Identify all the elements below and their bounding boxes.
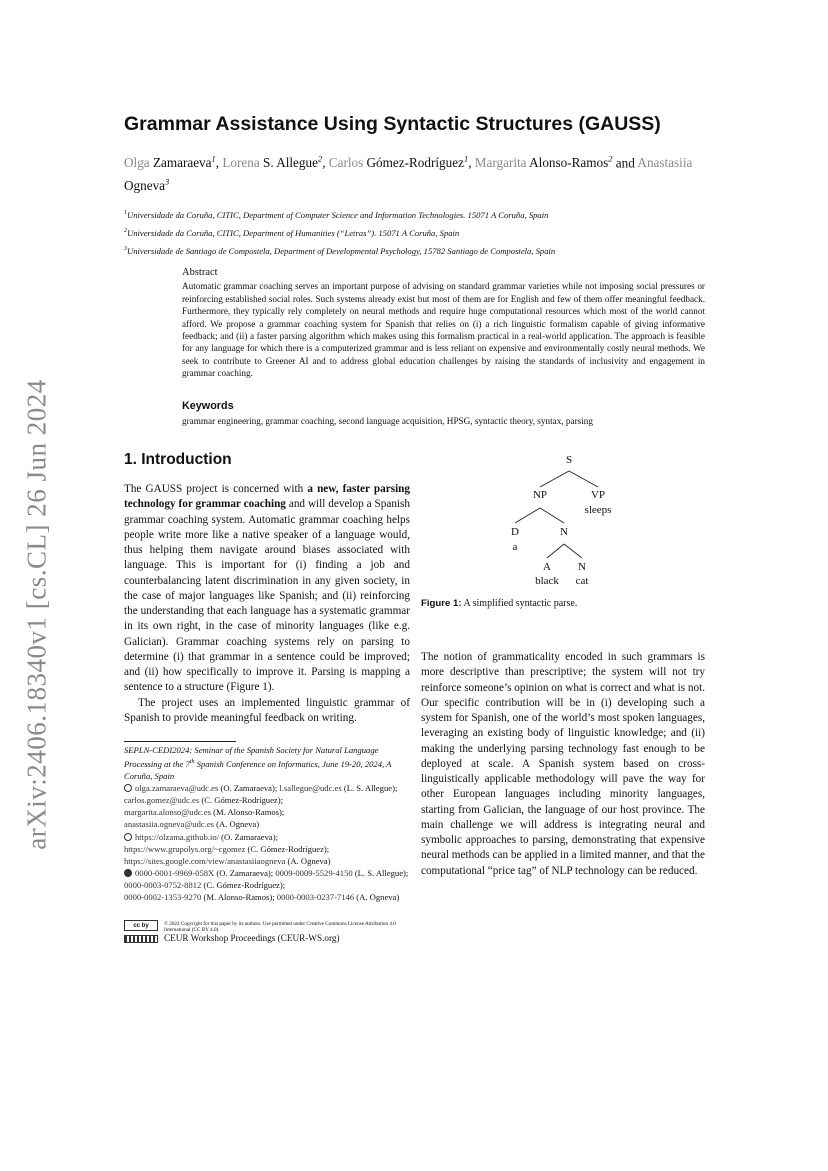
website-link[interactable]: https://sites.google.com/view/anastasiiaogneva xyxy=(124,855,286,866)
arxiv-id-text: arXiv:2406.18340v1 [cs.CL] 26 Jun 2024 xyxy=(21,378,52,850)
left-column xyxy=(124,482,410,726)
footnote-divider xyxy=(124,741,236,742)
tree-node-np: NP xyxy=(532,489,548,501)
abstract xyxy=(182,267,705,380)
globe-icon xyxy=(124,833,132,841)
author-1: Olga Zamaraeva$^1$, xyxy=(124,154,220,171)
edge-n-n xyxy=(564,544,582,558)
tree-node-d: D xyxy=(511,526,519,538)
orcid-link[interactable]: 0000-0003-0237-7146 xyxy=(276,891,355,902)
tree-node-vp: VP xyxy=(590,489,606,501)
affiliation-1: $^1$Universidade da Coruña, CITIC, Department of Computer Science and Information Technologies. 15071 A Coruña, Spain xyxy=(124,209,549,220)
ceur-link[interactable]: CEUR-WS.org xyxy=(280,933,337,943)
author-5: Anastasiia Ogneva$^3$ xyxy=(124,155,693,193)
email-link[interactable]: anastasiia.ogneva@udc.es xyxy=(124,819,214,830)
section-heading-introduction: 1. Introduction xyxy=(124,451,232,468)
author-list xyxy=(124,150,714,195)
figure-caption-text: A simplified syntactic parse. xyxy=(463,598,578,609)
ceur-logo-icon xyxy=(124,935,158,943)
email-link[interactable]: margarita.alonso@udc.es xyxy=(124,807,211,818)
paper-title: Grammar Assistance Using Syntactic Structures (GAUSS) xyxy=(124,113,661,135)
license-text: © 2024 Copyright for this paper by its authors. Use permitted under Creative Commons License Attribution 4.0 International (CC BY 4.0). xyxy=(164,921,396,934)
footnotes xyxy=(124,744,414,903)
orcid-link[interactable]: 0000-0001-9969-058X xyxy=(135,867,215,878)
author-3: Carlos Gómez-Rodríguez$^1$, xyxy=(328,154,472,171)
abstract-text: Automatic grammar coaching serves an important purpose of advising on standard grammar varieties while not imposing social pressures or reinforcing established social roles. Such systems already exist but most of them are for English and few of them offer meaningful feedback. Furthermore, they typically rely completely on neural methods and require huge computational resources which most of the world cannot afford. We propose a grammar coaching system for Spanish that relies on (i) a rich linguistic formalism capable of giving informative feedback; and (ii) a faster parsing algorithm which makes using this formalism practical in a real-world application. The approach is feasible for any language for which there is a computerized grammar and is less reliant on expensive and environmentally costly neural methods. We seek to contribute to Greener AI and to address global education challenges by raising the standards of inclusivity and engagement in grammar coaching. xyxy=(182,281,705,379)
parse-tree-edges xyxy=(421,450,711,595)
orcid-list: 0000-0001-9969-058X (O. Zamaraeva); 0009-0009-5529-4150 (L. S. Allegue); 0000-0003-0752-8812 (C. Gómez-Rodríguez); 0000-0002-1353-9270 (M. Alonso-Ramos); 0000-0003-0237-7146 (A. Ogneva) xyxy=(124,867,409,902)
edge-np-n xyxy=(540,508,564,523)
orcid-link[interactable]: 0009-0009-5529-4150 xyxy=(275,867,353,878)
arxiv-identifier xyxy=(14,375,60,853)
author-conjunction: and xyxy=(615,155,635,171)
venue-note: SEPLN-CEDI2024: Seminar of the Spanish Society for Natural Language Processing at the 7th Spanish Conference on Informatics, June 19-20, 2024, A Coruña, Spain xyxy=(124,745,392,782)
email-link[interactable]: olga.zamaraeva@udc.es xyxy=(135,783,219,794)
orcid-link[interactable]: 0000-0002-1353-9270 xyxy=(124,891,202,902)
email-icon xyxy=(124,784,132,792)
orcid-icon xyxy=(124,869,132,877)
tree-node-n: N xyxy=(560,526,568,538)
tree-leaf-cat: cat xyxy=(575,575,589,587)
website-link[interactable]: https://www.grupolys.org/~cgomez xyxy=(124,843,246,854)
highlighted-phrase: a new, faster parsing technology for grammar coaching xyxy=(124,483,410,511)
affiliations xyxy=(124,205,724,259)
edge-n-a xyxy=(547,544,564,558)
affiliation-3: $^3$Universidade de Santiago de Compostela, Department of Developmental Psychology, 15782 Santiago de Compostela, Spain xyxy=(124,245,556,256)
figure-number: Figure 1: xyxy=(421,598,462,609)
right-column xyxy=(421,650,705,879)
license-block xyxy=(124,920,404,948)
edge-np-d xyxy=(515,508,540,523)
tree-node-n-head: N xyxy=(578,561,586,573)
edge-s-np xyxy=(540,471,569,487)
email-link[interactable]: carlos.gomez@udc.es xyxy=(124,795,200,806)
intro-paragraph-1: The GAUSS project is concerned with a new, faster parsing technology for grammar coaching and will develop a Spanish grammar coaching system. Automatic grammar coaching helps people write more like a native speaker of a language would, thus helping them navigate around biases associated with language. This is important for (i) finding a job and counterbalancing latent discrimination in any given society, in the case of major languages like Spanish; and (ii) reinforcing the understanding that each language has a systematic grammar in its own right, in the case of minority languages (like e.g. Galician). Grammar coaching systems rely on parsing to determine (i) that grammar in a sentence could be improved; and (ii) how specifically to improve it. Parsing is mapping a sentence to a structure (Figure 1). xyxy=(124,483,410,694)
tree-leaf-a: a xyxy=(512,541,518,553)
tree-node-adj: A xyxy=(543,561,551,573)
tree-leaf-sleeps: sleeps xyxy=(584,504,612,516)
ceur-proceedings: CEUR Workshop Proceedings (CEUR-WS.org) xyxy=(164,933,340,943)
figure-1-caption xyxy=(421,598,711,609)
keywords-text: grammar engineering, grammar coaching, second language acquisition, HPSG, syntactic theory, syntax, parsing xyxy=(182,416,593,426)
website-list: https://olzama.github.io/ (O. Zamaraeva); https://www.grupolys.org/~cgomez (C. Gómez-Rodríguez); https://sites.google.com/view/anastasiiaogneva (A. Ogneva) xyxy=(124,831,331,866)
tree-leaf-black: black xyxy=(535,575,559,587)
abstract-heading: Abstract xyxy=(182,267,218,278)
website-link[interactable]: https://olzama.github.io/ xyxy=(135,831,220,842)
intro-paragraph-3: The notion of grammaticality encoded in such grammars is more descriptive than prescriptive; the system will not try reinforce someone’s opinion on what is correct and what is not. Our specific contribution will be in (i) developing such a system for Spanish, one of the world’s most spoken languages, leveraging an existing body of linguistic knowledge; and (ii) making the underlying parsing technology fast enough to be deployed at scale. A Spanish system based on cross-linguistically applicable methodology will pave the way for other European languages including minority languages, starting from Galician, the language of our host province. The main challenge we will address is integrating neural and symbolic approaches to parsing, demonstrating that expensive neural methods can be applied in a limited manner, and that the computational “price tag” of NLP technology can be reduced. xyxy=(421,651,705,877)
orcid-link[interactable]: 0000-0003-0752-8812 xyxy=(124,879,202,890)
author-2: Lorena S. Allegue$^2$, xyxy=(222,154,326,171)
tree-node-s: S xyxy=(565,454,573,466)
edge-s-vp xyxy=(569,471,598,487)
email-link[interactable]: l.sallegue@udc.es xyxy=(279,783,342,794)
figure-1-parse-tree xyxy=(421,450,711,595)
intro-paragraph-2: The project uses an implemented linguistic grammar of Spanish to provide meaningful feedback on writing. xyxy=(124,696,410,724)
affiliation-2: $^2$Universidade da Coruña, CITIC, Department of Humanities (“Letras”). 15071 A Coruña, Spain xyxy=(124,227,460,238)
author-4: Margarita Alonso-Ramos$^2$ xyxy=(474,154,613,171)
keywords-heading: Keywords xyxy=(182,400,234,412)
email-list: olga.zamaraeva@udc.es (O. Zamaraeva); l.sallegue@udc.es (L. S. Allegue); carlos.gomez@udc.es (C. Gómez-Rodríguez); margarita.alonso@udc.es (M. Alonso-Ramos); anastasiia.ogneva@udc.es (A. Ogneva) xyxy=(124,783,398,830)
cc-by-badge: cc by xyxy=(124,920,158,931)
